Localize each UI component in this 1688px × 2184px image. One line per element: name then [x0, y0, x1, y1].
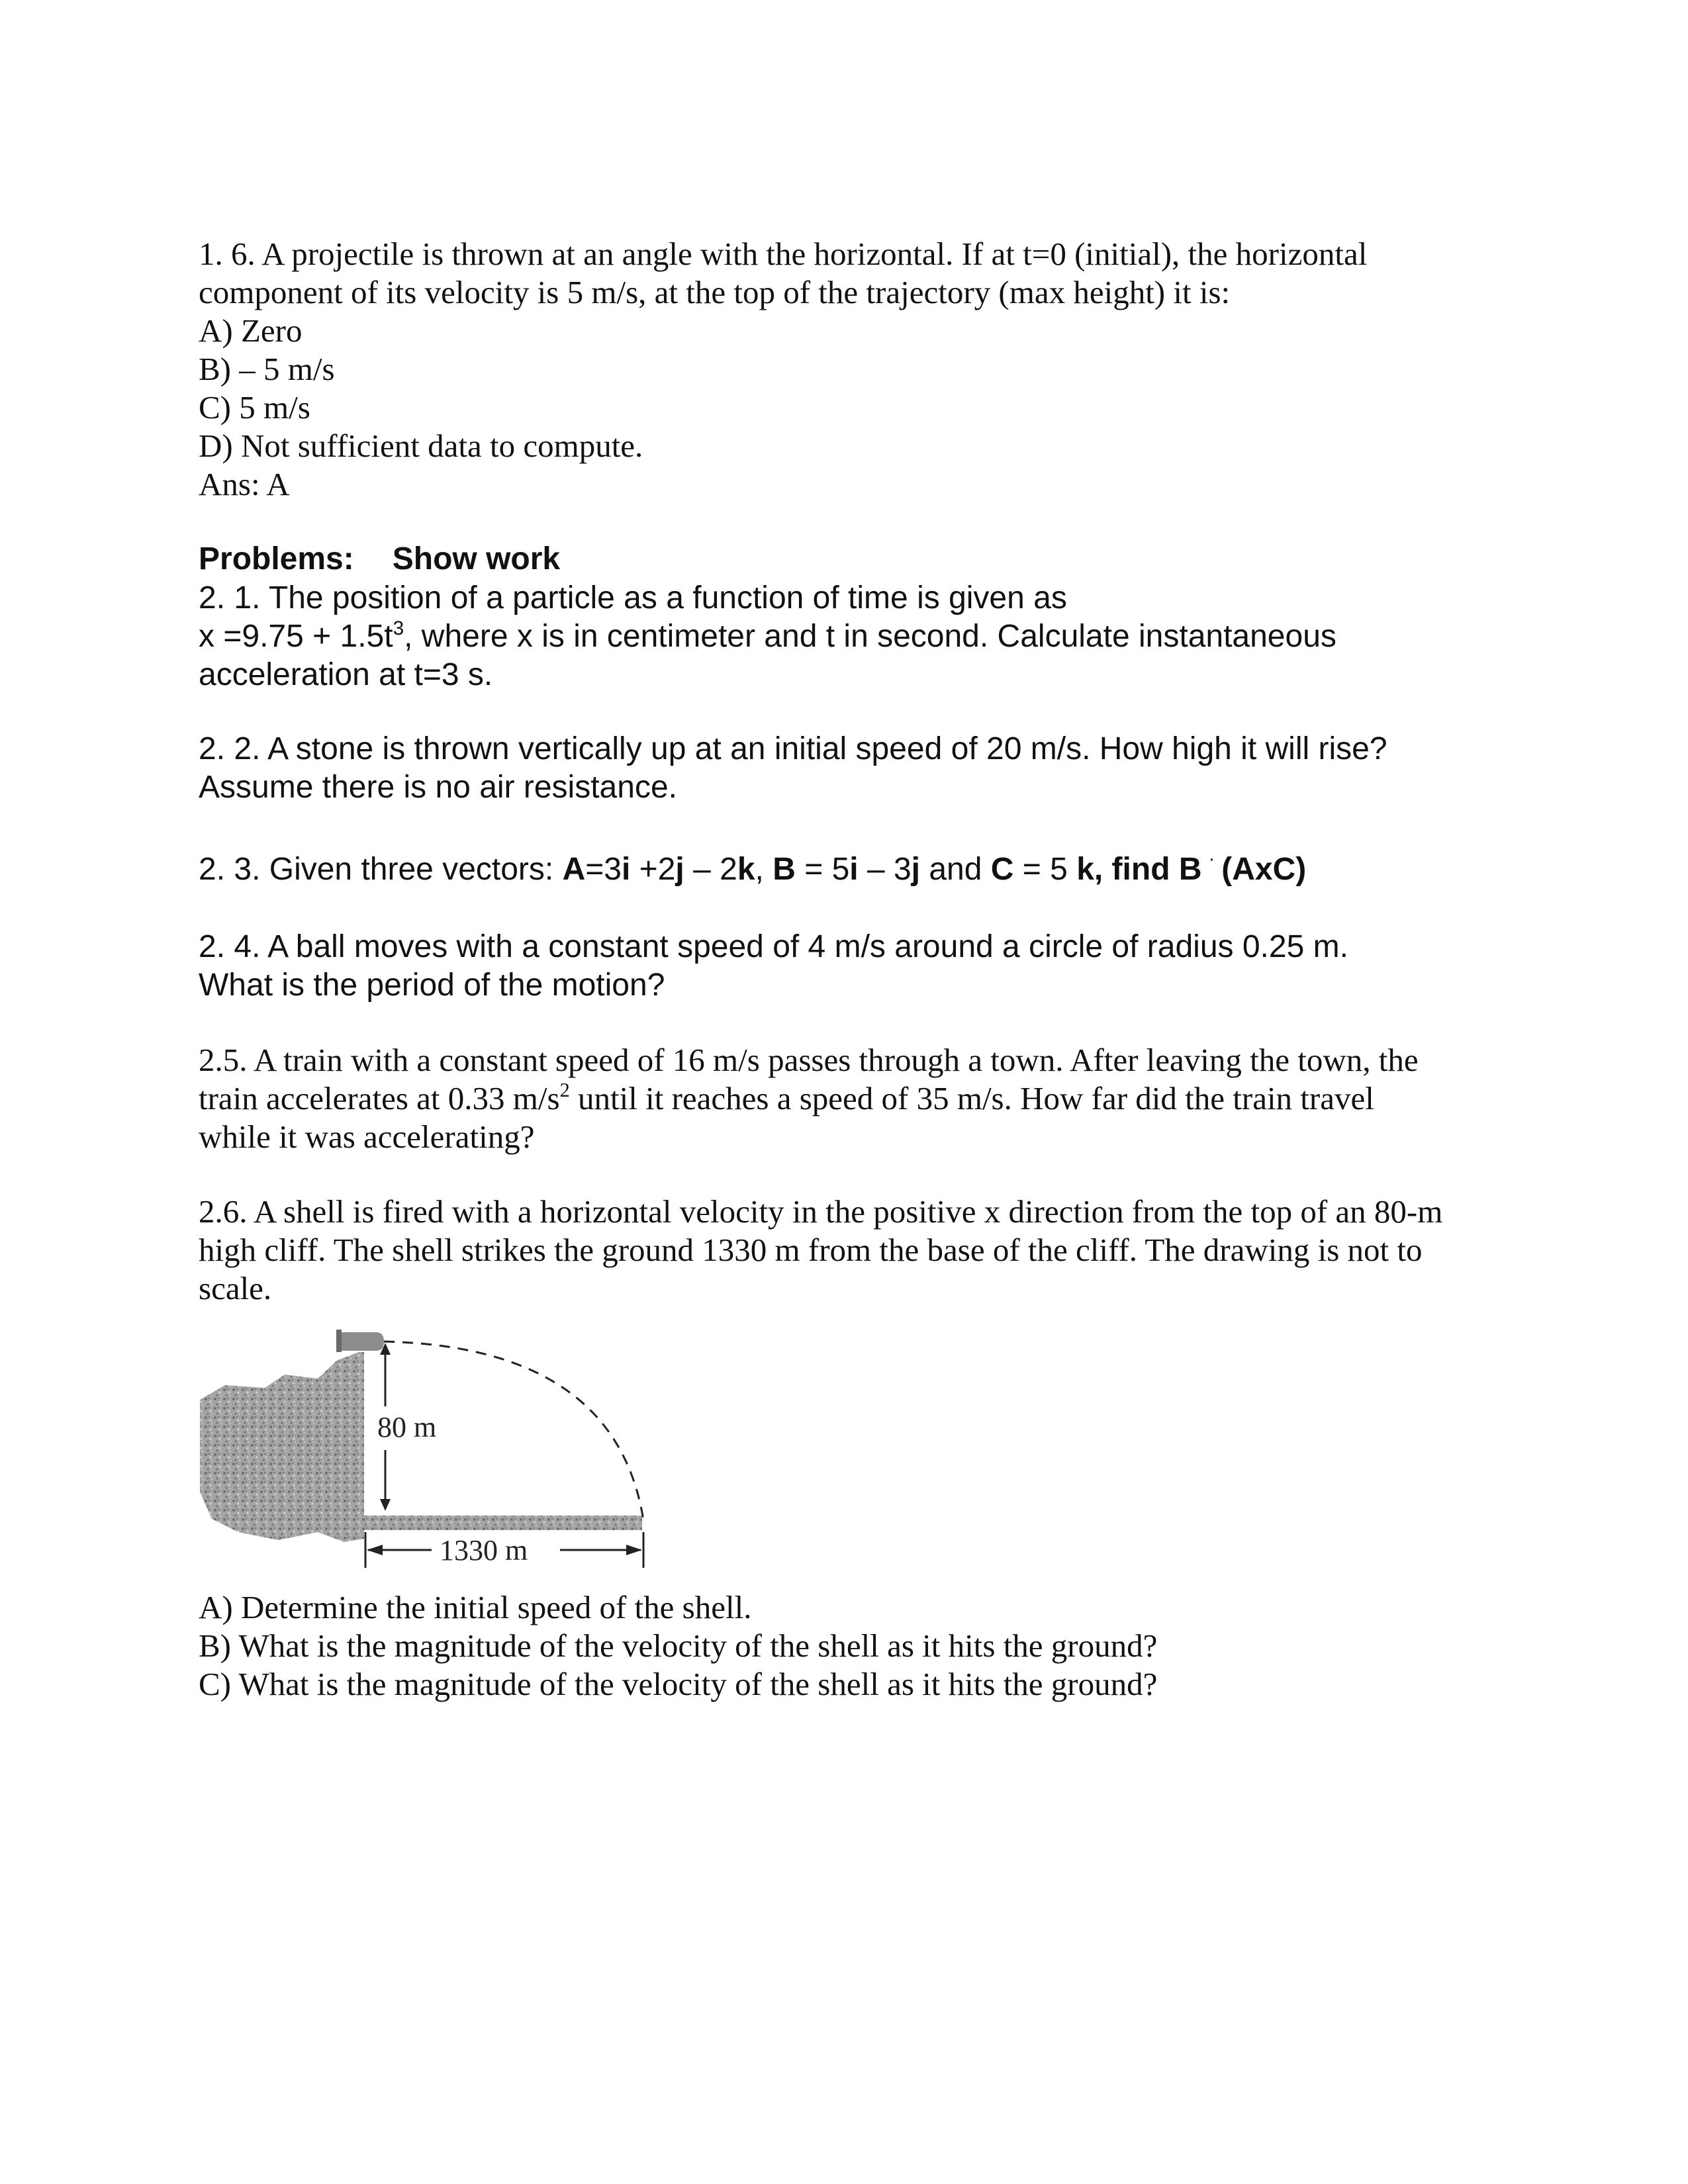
problems-heading: [199, 540, 1496, 578]
exponent: 2: [559, 1079, 570, 1102]
problems-title: Problems:: [199, 541, 354, 576]
vector-c-label: C: [990, 852, 1014, 887]
problem-text: and: [920, 852, 991, 887]
problem-text-line: 2. 1. The position of a particle as a function of time is given as: [199, 580, 1067, 615]
arrow-left-icon: [367, 1545, 383, 1555]
problem-text-line: [199, 617, 1496, 656]
cliff-projectile-figure: [185, 1314, 688, 1592]
option-a: A) Zero: [199, 312, 303, 349]
problem-text-line: acceleration at t=3 s.: [199, 657, 493, 692]
problem-text-line: while it was accelerating?: [199, 1118, 535, 1155]
vector-b-label: B: [773, 852, 796, 887]
problem-2-3: [199, 850, 1496, 893]
problem-text-line: scale.: [199, 1270, 272, 1306]
unit-vector-i: i: [622, 852, 631, 887]
height-label: 80 m: [377, 1411, 437, 1443]
unit-vector-i: i: [849, 852, 859, 887]
problem-text-line: high cliff. The shell strikes the ground 1330 m from the base of the cliff. The drawing is not to: [199, 1232, 1423, 1268]
part-c: C) What is the magnitude of the velocity of the shell as it hits the ground?: [199, 1666, 1158, 1702]
arrow-right-icon: [626, 1545, 642, 1555]
problem-2-1: [199, 579, 1496, 694]
problem-text-line: What is the period of the motion?: [199, 968, 665, 1003]
problem-2-2: [199, 730, 1496, 807]
vector-a-label: A: [562, 852, 586, 887]
problem-text-line: 2.6. A shell is fired with a horizontal velocity in the positive x direction from the top of an 80-m: [199, 1193, 1443, 1230]
answer-text: Ans: A: [199, 466, 290, 502]
cannon-icon: [336, 1332, 384, 1351]
dot-product-symbol: ·: [1208, 848, 1215, 870]
question-text-line: 1. 6. A projectile is thrown at an angle with the horizontal. If at t=0 (initial), the horizontal: [199, 236, 1368, 272]
problem-text: – 3: [858, 852, 912, 887]
unit-vector-k: k: [737, 852, 755, 887]
problem-text: =3: [585, 852, 622, 887]
ground: [364, 1516, 642, 1530]
problem-text-line: 2.5. A train with a constant speed of 16 m/s passes through a town. After leaving the town, the: [199, 1042, 1419, 1078]
problem-2-5: [199, 1041, 1496, 1156]
part-a: A) Determine the initial speed of the shell.: [199, 1589, 752, 1625]
problem-text: , where x is in centimeter and t in second. Calculate instantaneous: [404, 619, 1336, 654]
problem-text-line: Assume there is no air resistance.: [199, 770, 677, 805]
question-1-6: [199, 235, 1496, 504]
problem-text: = 5: [1013, 852, 1077, 887]
equation-text: x =9.75 + 1.5t: [199, 619, 393, 654]
problem-text-line: 2. 4. A ball moves with a constant speed of 4 m/s around a circle of radius 0.25 m.: [199, 929, 1348, 964]
option-d: D) Not sufficient data to compute.: [199, 428, 643, 464]
arrow-down-icon: [380, 1499, 391, 1511]
problem-text: until it reaches a speed of 35 m/s. How far did the train travel: [569, 1080, 1374, 1116]
unit-vector-j: j: [911, 852, 921, 887]
problem-text-line: 2. 2. A stone is thrown vertically up at an initial speed of 20 m/s. How high it will rise?: [199, 731, 1387, 766]
distance-label: 1330 m: [440, 1534, 528, 1567]
problem-text: 2. 3. Given three vectors:: [199, 852, 563, 887]
problem-text: – 2: [684, 852, 737, 887]
cliff: [200, 1352, 364, 1542]
problem-2-4: [199, 928, 1496, 1005]
problem-2-6: [199, 1193, 1496, 1308]
problem-text-bold: k, find B: [1076, 852, 1202, 887]
cross-product-expression: (AxC): [1221, 852, 1307, 887]
problem-text: train accelerates at 0.33 m/s: [199, 1080, 560, 1116]
exponent: 3: [393, 617, 404, 639]
problem-text: = 5: [795, 852, 850, 887]
problem-text: ,: [755, 852, 773, 887]
part-b: B) What is the magnitude of the velocity of the shell as it hits the ground?: [199, 1627, 1158, 1664]
problems-subtitle: Show work: [392, 541, 561, 576]
unit-vector-j: j: [675, 852, 684, 887]
problem-2-6-parts: [199, 1588, 1496, 1704]
question-text-line: component of its velocity is 5 m/s, at the top of the trajectory (max height) it is:: [199, 274, 1231, 310]
option-b: B) – 5 m/s: [199, 351, 335, 387]
problem-text-line: [199, 1079, 1496, 1118]
option-c: C) 5 m/s: [199, 389, 310, 426]
problem-text: +2: [630, 852, 676, 887]
